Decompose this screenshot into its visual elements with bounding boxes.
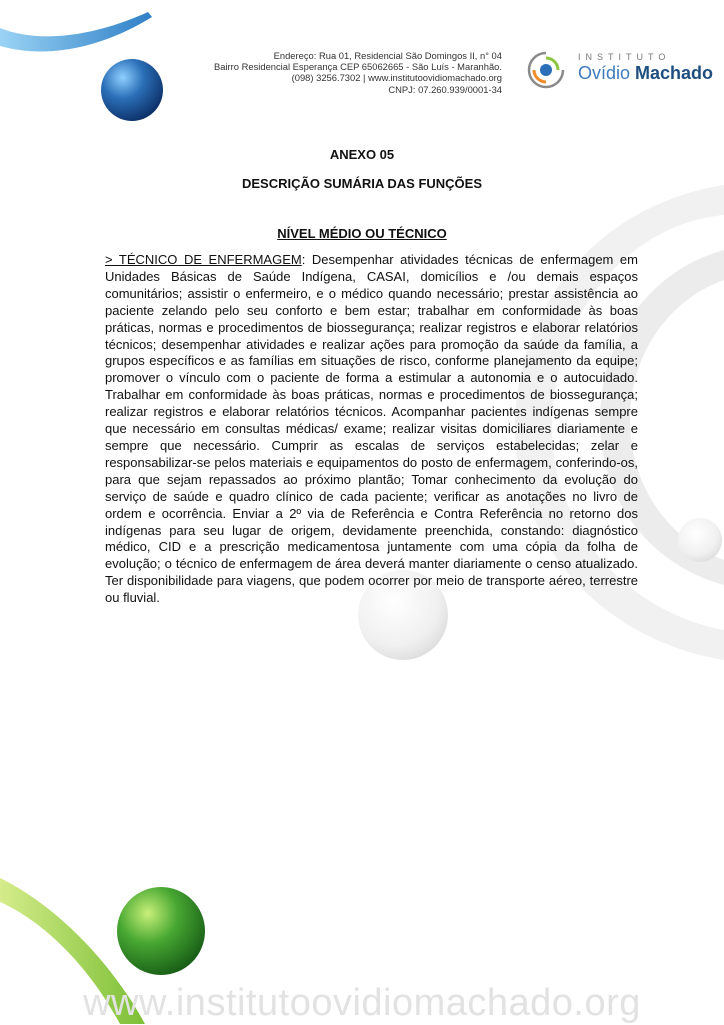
role-description-text: : Desempenhar atividades técnicas de enfermagem em Unidades Básicas de Saúde Indígena, CASAI, domicílios e /ou demais espaços comunitários; assistir o enfermeiro, e o médico quando necessário; prestar assistência ao paciente zelando pelo seu conforto e bem estar; trabalhar em conformidade às boas práticas, normas e procedimentos de biossegurança; realizar registros e elaborar relatórios técnicos; desempenhar atividades e realizar ações para promoção da saúde da família, a grupos específicos e as famílias em situações de risco, conforme planejamento da equipe; promover o vínculo com o paciente de forma a estimular a autonomia e o autocuidado. Trabalhar em conformidade às boas práticas, normas e procedimentos de biossegurança; realizar registros e elaborar relatórios técnicos. Acompanhar pacientes indígenas sempre que necessário em consultas médicas/ exame; realizar visitas domiciliares diariamente e sempre que necessário. Cumprir as escalas de serviços estabelecidas; zelar e responsabilizar-se pelos materiais e equipamentos do posto de enfermagem, conferindo-os, para que sejam repassados ao próximo plantão; Tomar conhecimento da evolução do serviço de saúde e quadro clínico de cada paciente; verificar as anotações no livro de ordem e ocorrência. Enviar a 2º via de Referência e Contra Referência no retorno dos indígenas para seu lugar de origem, devidamente preenchida, constando: diagnóstico médico, CID e a prescrição medicamentosa juntamente com uma cópia da folha de evolução; o técnico de enfermagem de área deverá manter diariamente o censo atualizado. Ter disponibilidade para viagens, que podem ocorrer por meio de transporte aéreo, terrestre ou fluvial. [105, 252, 638, 606]
address-line: Endereço: Rua 01, Residencial São Domingos II, n° 04 [273, 50, 502, 61]
footer-website-watermark: www.institutoovidiomachado.org [83, 982, 641, 1024]
role-label: > TÉCNICO DE ENFERMAGEM [105, 252, 302, 267]
blue-sphere-shape [101, 59, 163, 121]
cnpj-line: CNPJ: 07.260.939/0001-34 [388, 83, 502, 95]
logo-name-last: Machado [635, 63, 714, 83]
logo-name-first: Ovídio [578, 63, 636, 83]
institute-logo [526, 48, 714, 94]
annex-title: ANEXO 05 [329, 147, 395, 162]
level-heading: NÍVEL MÉDIO OU TÉCNICO [277, 226, 447, 241]
institute-logo-icon [526, 50, 566, 90]
logo-name-text [578, 63, 713, 84]
role-description-paragraph [105, 252, 638, 607]
blue-swoosh-shape [0, 12, 152, 51]
gray-sphere-small-shape [678, 518, 722, 562]
logo-instituto-text: INSTITUTO [578, 52, 671, 62]
header-address [180, 50, 502, 95]
document-title: DESCRIÇÃO SUMÁRIA DAS FUNÇÕES [241, 176, 483, 191]
address-line: Bairro Residencial Esperança CEP 65062665 - São Luís - Maranhão. [213, 61, 502, 73]
green-sphere-shape [117, 887, 205, 975]
phone-website-line: (098) 3256.7302 | www.institutoovidiomachado.org [291, 72, 502, 84]
